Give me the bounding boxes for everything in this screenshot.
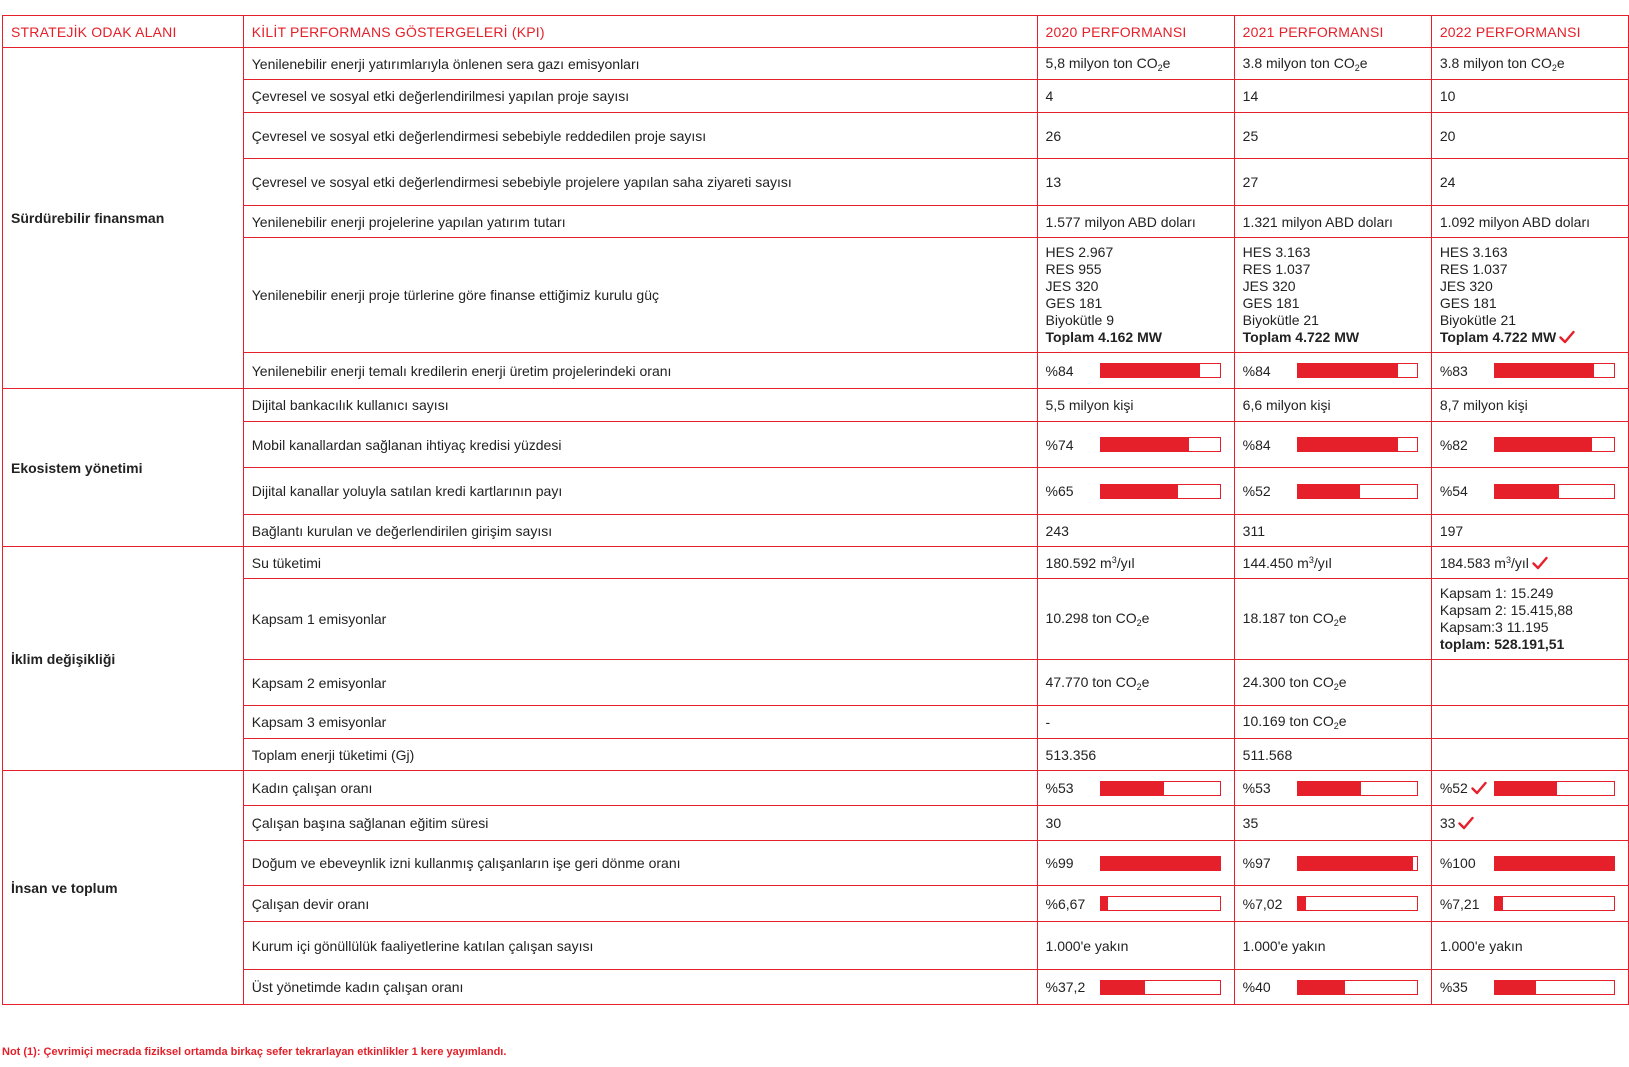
value-2022: 1.000'e yakın	[1431, 922, 1628, 970]
area-sustainable-finance: Sürdürebilir finansman	[3, 48, 244, 389]
co2-unit: $CO_2e$	[1115, 610, 1150, 628]
value-2022: 184.583 $m^3$/yıl	[1431, 547, 1628, 579]
value-2022: 10	[1431, 80, 1628, 113]
value-2020: 1.000'e yakın	[1037, 922, 1234, 970]
table-row	[3, 515, 1629, 547]
co2-unit: $CO_2e$	[1115, 673, 1150, 692]
value-2022	[1431, 739, 1628, 771]
value-2022: Kapsam 1: 15.249 Kapsam 2: 15.415,88 Kapsam:3 11.195 toplam: 528.191,51	[1431, 579, 1628, 660]
kpi-label: Çevresel ve sosyal etki değerlendirmesi sebebiyle reddedilen proje sayısı	[243, 113, 1037, 159]
value-2022: %83	[1431, 353, 1628, 389]
value-2020: %74	[1037, 422, 1234, 468]
value-2022: %52	[1431, 771, 1628, 806]
kpi-label: Çalışan başına sağlanan eğitim süresi	[243, 806, 1037, 841]
footnote: Not (1): Çevrimiçi mecrada fiziksel ortamda birkaç sefer tekrarlayan etkinlikler 1 kere yayımlandı.	[2, 1046, 507, 1058]
progress-bar	[1297, 781, 1418, 796]
progress-bar	[1494, 856, 1615, 871]
value-2021: 1.321 milyon ABD doları	[1234, 206, 1431, 238]
header-kpi: KİLİT PERFORMANS GÖSTERGELERİ (KPI)	[243, 16, 1037, 48]
kpi-label: Kapsam 1 emisyonlar	[243, 579, 1037, 660]
table-row	[3, 660, 1629, 706]
value-2020: %6,67	[1037, 886, 1234, 922]
kpi-label: Üst yönetimde kadın çalışan oranı	[243, 970, 1037, 1005]
co2-unit: $CO_2e$	[1312, 673, 1347, 692]
table-row	[3, 468, 1629, 515]
kpi-table	[2, 15, 1629, 1005]
value-2022: 33	[1431, 806, 1628, 841]
header-strategic-area: STRATEJİK ODAK ALANI	[3, 16, 244, 48]
value-2021: 27	[1234, 159, 1431, 206]
value-2022: 1.092 milyon ABD doları	[1431, 206, 1628, 238]
table-row	[3, 886, 1629, 922]
progress-bar	[1494, 896, 1615, 911]
table-row	[3, 389, 1629, 422]
table-row	[3, 206, 1629, 238]
kpi-label: Kadın çalışan oranı	[243, 771, 1037, 806]
value-2020: %65	[1037, 468, 1234, 515]
checkmark-icon	[1458, 816, 1474, 830]
value-2021: 1.000'e yakın	[1234, 922, 1431, 970]
progress-bar	[1297, 437, 1418, 452]
table-row	[3, 841, 1629, 886]
value-2021: 25	[1234, 113, 1431, 159]
value-2020: 5,8 milyon ton $CO_2e$	[1037, 48, 1234, 80]
kpi-label: Bağlantı kurulan ve değerlendirilen girişim sayısı	[243, 515, 1037, 547]
table-row	[3, 422, 1629, 468]
table-row	[3, 159, 1629, 206]
value-2020: HES 2.967 RES 955 JES 320 GES 181 Biyokütle 9 Toplam 4.162 MW	[1037, 238, 1234, 353]
value-2021: 311	[1234, 515, 1431, 547]
value-2021: HES 3.163 RES 1.037 JES 320 GES 181 Biyokütle 21 Toplam 4.722 MW	[1234, 238, 1431, 353]
value-2021: 24.300 ton $CO_2e$	[1234, 660, 1431, 706]
value-2022: %100	[1431, 841, 1628, 886]
progress-bar	[1100, 856, 1221, 871]
table-row	[3, 547, 1629, 579]
value-2021: %40	[1234, 970, 1431, 1005]
kpi-label: Kapsam 2 emisyonlar	[243, 660, 1037, 706]
value-2020: 26	[1037, 113, 1234, 159]
table-row	[3, 238, 1629, 353]
value-2020: %37,2	[1037, 970, 1234, 1005]
co2-unit: $CO_2e$	[1136, 54, 1171, 73]
value-2022: HES 3.163 RES 1.037 JES 320 GES 181 Biyokütle 21 Toplam 4.722 MW	[1431, 238, 1628, 353]
table-row	[3, 922, 1629, 970]
progress-bar	[1494, 437, 1615, 452]
value-2020: %99	[1037, 841, 1234, 886]
value-2022: %82	[1431, 422, 1628, 468]
progress-bar	[1297, 980, 1418, 995]
value-2021: 6,6 milyon kişi	[1234, 389, 1431, 422]
kpi-label: Dijital bankacılık kullanıcı sayısı	[243, 389, 1037, 422]
value-2021: 144.450 $m^3$/yıl	[1234, 547, 1431, 579]
value-2022: 197	[1431, 515, 1628, 547]
progress-bar	[1100, 363, 1221, 378]
co2-unit: $CO_2e$	[1312, 610, 1347, 628]
value-2020: 10.298 ton $CO_2e$	[1037, 579, 1234, 660]
value-2020: 180.592 $m^3$/yıl	[1037, 547, 1234, 579]
progress-bar	[1100, 781, 1221, 796]
progress-bar	[1297, 363, 1418, 378]
kpi-label: Mobil kanallardan sağlanan ihtiyaç kredisi yüzdesi	[243, 422, 1037, 468]
value-2022: 3.8 milyon ton $CO_2e$	[1431, 48, 1628, 80]
value-2021: 18.187 ton $CO_2e$	[1234, 579, 1431, 660]
progress-bar	[1297, 856, 1418, 871]
value-2021: %7,02	[1234, 886, 1431, 922]
kpi-label: Yenilenebilir enerji temalı kredilerin enerji üretim projelerindeki oranı	[243, 353, 1037, 389]
value-2021: %97	[1234, 841, 1431, 886]
kpi-label: Çalışan devir oranı	[243, 886, 1037, 922]
progress-bar	[1494, 781, 1615, 796]
table-row	[3, 806, 1629, 841]
value-2022	[1431, 706, 1628, 739]
kpi-label: Kurum içi gönüllülük faaliyetlerine katılan çalışan sayısı	[243, 922, 1037, 970]
kpi-label: Kapsam 3 emisyonlar	[243, 706, 1037, 739]
table-row	[3, 739, 1629, 771]
value-2021: 3.8 milyon ton $CO_2e$	[1234, 48, 1431, 80]
progress-bar	[1100, 437, 1221, 452]
value-2021: %52	[1234, 468, 1431, 515]
kpi-label: Toplam enerji tüketimi (Gj)	[243, 739, 1037, 771]
value-2020: 30	[1037, 806, 1234, 841]
co2-unit: $CO_2e$	[1312, 713, 1347, 731]
kpi-label: Dijital kanallar yoluyla satılan kredi kartlarının payı	[243, 468, 1037, 515]
value-2022: %54	[1431, 468, 1628, 515]
progress-bar	[1494, 980, 1615, 995]
table-row	[3, 113, 1629, 159]
progress-bar	[1100, 980, 1221, 995]
kpi-label: Doğum ve ebeveynlik izni kullanmış çalışanların işe geri dönme oranı	[243, 841, 1037, 886]
kpi-label: Yenilenebilir enerji yatırımlarıyla önlenen sera gazı emisyonları	[243, 48, 1037, 80]
value-2020: 47.770 ton $CO_2e$	[1037, 660, 1234, 706]
progress-bar	[1297, 896, 1418, 911]
header-2022: 2022 PERFORMANSI	[1431, 16, 1628, 48]
progress-bar	[1100, 484, 1221, 499]
value-2021: 511.568	[1234, 739, 1431, 771]
value-2021: 14	[1234, 80, 1431, 113]
value-2022: 24	[1431, 159, 1628, 206]
value-2020: %84	[1037, 353, 1234, 389]
table-row	[3, 771, 1629, 806]
value-2020: 4	[1037, 80, 1234, 113]
progress-bar	[1297, 484, 1418, 499]
kpi-label: Çevresel ve sosyal etki değerlendirmesi sebebiyle projelere yapılan saha ziyareti sayısı	[243, 159, 1037, 206]
table-row	[3, 353, 1629, 389]
header-2021: 2021 PERFORMANSI	[1234, 16, 1431, 48]
progress-bar	[1494, 484, 1615, 499]
value-2021: 35	[1234, 806, 1431, 841]
value-2022: 8,7 milyon kişi	[1431, 389, 1628, 422]
table-row	[3, 970, 1629, 1005]
value-2020: 243	[1037, 515, 1234, 547]
co2-unit: $CO_2e$	[1333, 54, 1368, 73]
checkmark-icon	[1532, 556, 1548, 570]
value-2020: -	[1037, 706, 1234, 739]
kpi-label: Yenilenebilir enerji proje türlerine göre finanse ettiğimiz kurulu güç	[243, 238, 1037, 353]
value-2020: 1.577 milyon ABD doları	[1037, 206, 1234, 238]
header-row	[3, 16, 1629, 48]
kpi-label: Çevresel ve sosyal etki değerlendirilmesi yapılan proje sayısı	[243, 80, 1037, 113]
value-2022: 20	[1431, 113, 1628, 159]
checkmark-icon	[1471, 781, 1487, 795]
value-2020: %53	[1037, 771, 1234, 806]
progress-bar	[1494, 363, 1615, 378]
kpi-label: Su tüketimi	[243, 547, 1037, 579]
area-climate-change: İklim değişikliği	[3, 547, 244, 771]
table-row	[3, 48, 1629, 80]
value-2021: 10.169 ton $CO_2e$	[1234, 706, 1431, 739]
progress-bar	[1100, 896, 1221, 911]
value-2022: %7,21	[1431, 886, 1628, 922]
value-2022: %35	[1431, 970, 1628, 1005]
value-2020: 13	[1037, 159, 1234, 206]
value-2022	[1431, 660, 1628, 706]
table-row	[3, 706, 1629, 739]
area-people-society: İnsan ve toplum	[3, 771, 244, 1005]
table-row	[3, 80, 1629, 113]
value-2021: %53	[1234, 771, 1431, 806]
co2-unit: $CO_2e$	[1530, 54, 1565, 73]
value-2021: %84	[1234, 422, 1431, 468]
value-2020: 5,5 milyon kişi	[1037, 389, 1234, 422]
header-2020: 2020 PERFORMANSI	[1037, 16, 1234, 48]
checkmark-icon	[1559, 330, 1575, 344]
value-2020: 513.356	[1037, 739, 1234, 771]
kpi-label: Yenilenebilir enerji projelerine yapılan yatırım tutarı	[243, 206, 1037, 238]
area-ecosystem-management: Ekosistem yönetimi	[3, 389, 244, 547]
table-row	[3, 579, 1629, 660]
value-2021: %84	[1234, 353, 1431, 389]
